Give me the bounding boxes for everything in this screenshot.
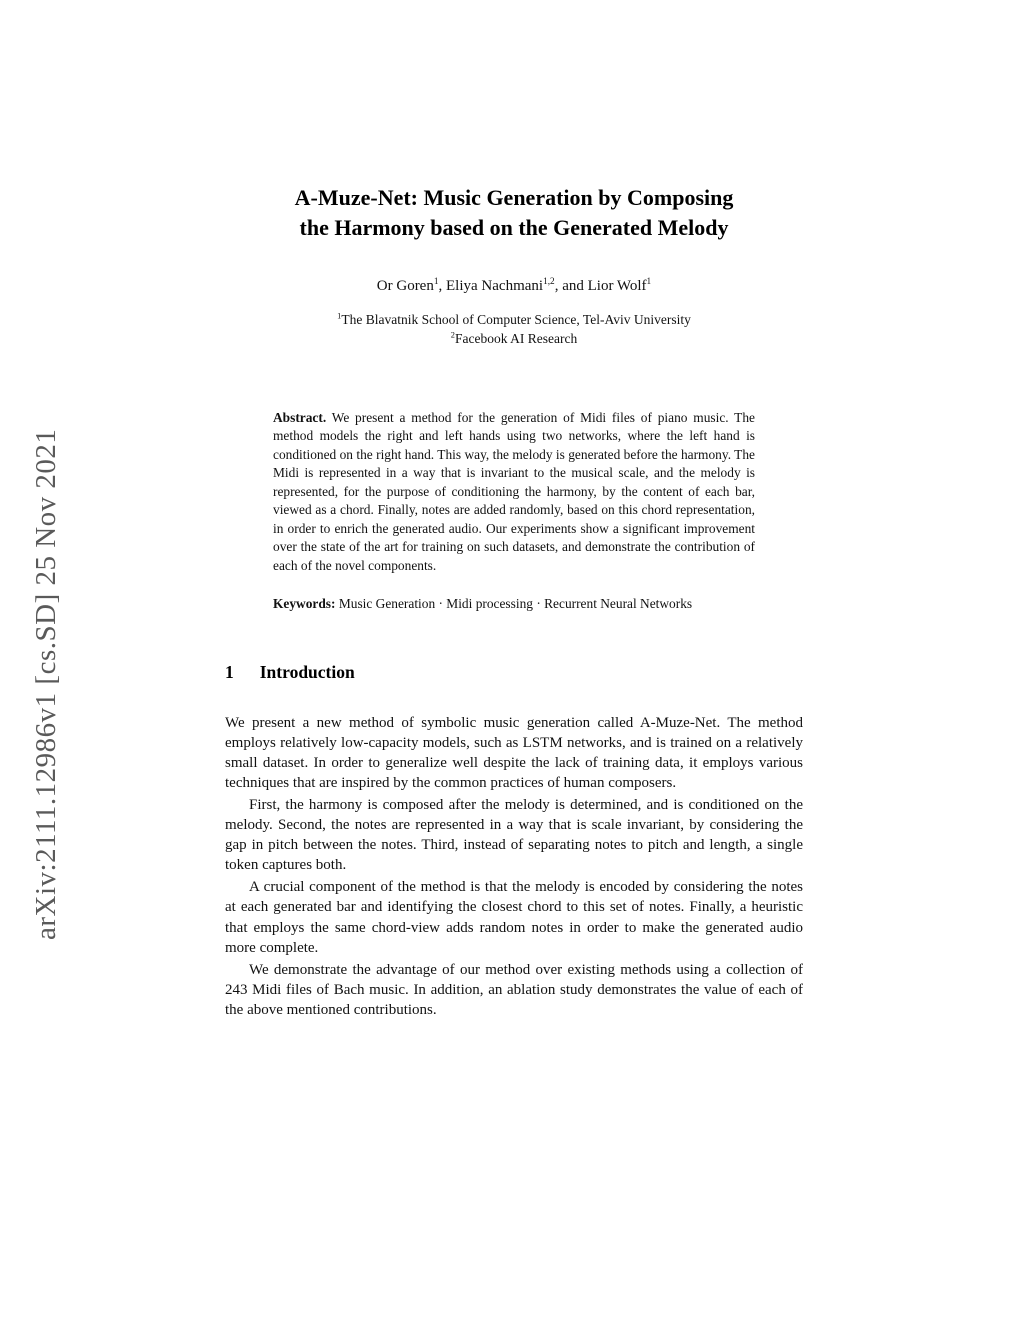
author-line — [225, 277, 803, 297]
author-1: Or Goren$^1$, — [376, 276, 447, 294]
intro-paragraph-1: We present a new method of symbolic music generation called A-Muze-Net. The method employs relatively low-capacity models, such as LSTM networks, and is trained on a relatively small dataset. In order to generalize well despite the lack of training data, it employs various techniques that are inspired by the common practices of human composers. — [225, 714, 803, 791]
abstract-text: We present a method for the generation of Midi files of piano music. The method models the right and left hands using two networks, where the left hand is conditioned on the right hand. This way, the melody is generated before the harmony. The Midi is represented in a way that is invariant to the musical scale, and the melody is represented, for the purpose of conditioning the harmony, by the content of each bar, viewed as a chord. Finally, notes are added randomly, based on this chord representation, in order to enrich the generated audio. Our experiments show a significant improvement over the state of the art for training on such datasets, and demonstrate the contribution of each of the novel components. — [273, 409, 755, 573]
section-title: Introduction — [259, 661, 355, 682]
keywords-block — [273, 595, 755, 614]
author-2-affil-marker: 1,2 — [543, 276, 555, 287]
keywords-label: Keywords: — [273, 596, 336, 612]
affiliation-1-text: The Blavatnik School of Computer Science, Tel-Aviv University — [341, 312, 691, 328]
section-number: 1 — [225, 661, 234, 682]
abstract-block — [273, 409, 755, 576]
author-3-affil-marker: 1 — [646, 276, 652, 287]
affiliation-2-text: Facebook AI Research — [454, 331, 578, 347]
intro-paragraph-4: We demonstrate the advantage of our method over existing methods using a collection of 243 Midi files of Bach music. In addition, an ablation study demonstrates the value of each of the above mentioned contributions. — [225, 961, 803, 1018]
affiliation-1 — [225, 310, 803, 329]
paper-title — [225, 183, 803, 243]
abstract-label: Abstract. — [273, 409, 327, 425]
keywords-text: Music Generation · Midi processing · Recurrent Neural Networks — [338, 596, 693, 612]
intro-paragraph-3: A crucial component of the method is that the melody is encoded by considering the notes at each generated bar and identifying the closest chord to this set of notes. Finally, a heuristic that employs the same chord-view adds random notes in order to make the generated audio more complete. — [225, 879, 803, 956]
author-1-affil-marker: 1 — [433, 276, 439, 287]
title-line-2: the Harmony based on the Generated Melody — [299, 214, 729, 240]
author-2: Eliya Nachmani$^{1,2}$, and — [446, 276, 588, 294]
paper-content — [225, 183, 803, 1020]
affiliation-1-marker: 1 — [337, 311, 342, 321]
affiliation-2 — [225, 329, 803, 348]
title-line-1: A-Muze-Net: Music Generation by Composing — [294, 185, 734, 210]
affiliations — [225, 310, 803, 348]
affiliation-2-marker: 2 — [450, 330, 455, 340]
section-heading-introduction — [225, 662, 803, 683]
author-3: Lior Wolf$^1$ — [587, 276, 652, 294]
arxiv-watermark: arXiv:2111.12986v1 [cs.SD] 25 Nov 2021 — [30, 428, 62, 940]
intro-paragraph-2: First, the harmony is composed after the melody is determined, and is conditioned on the melody. Second, the notes are represented in a way that is scale invariant, by considering the gap in pitch between the notes. Third, instead of separating notes to pitch and length, a single token captures both. — [225, 797, 803, 874]
